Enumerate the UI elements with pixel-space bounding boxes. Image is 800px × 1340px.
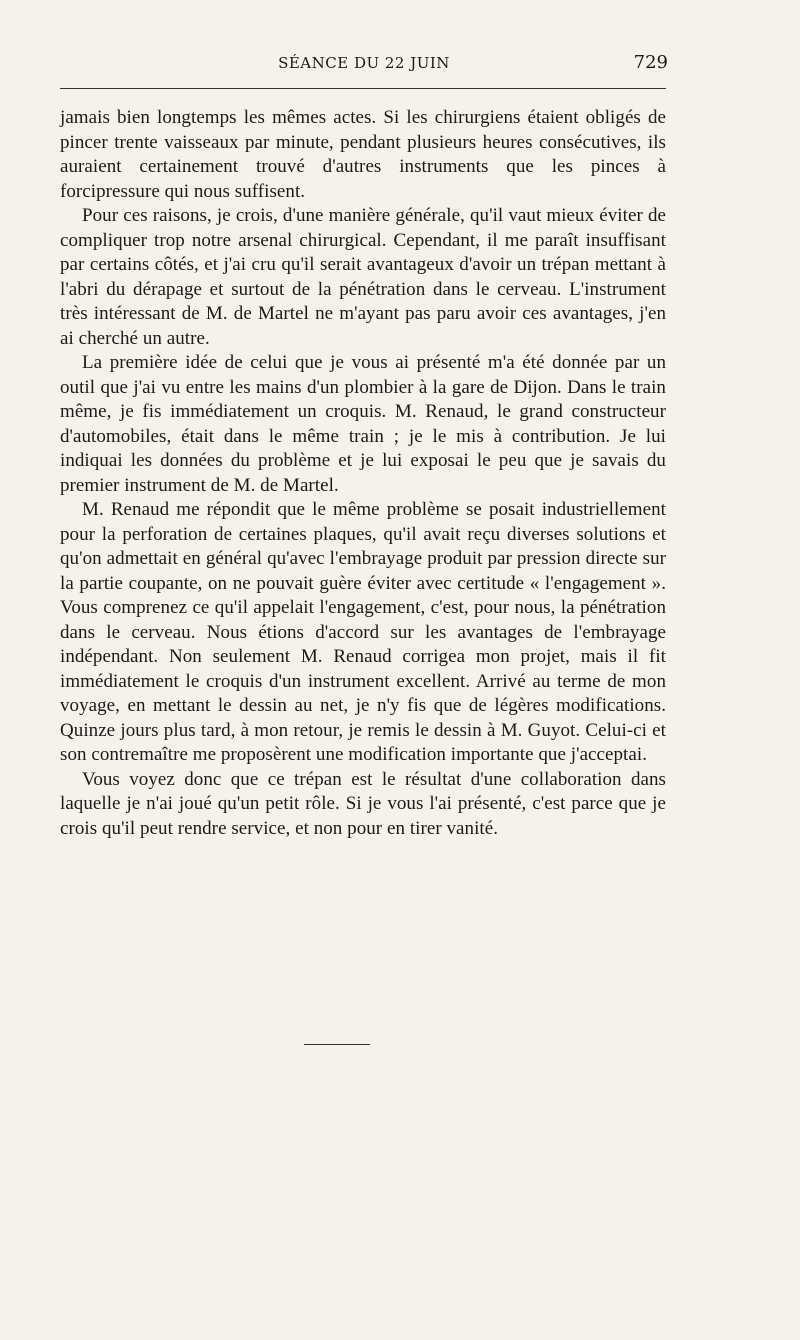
running-title: SÉANCE DU 22 JUIN	[278, 54, 450, 72]
paragraph: M. Renaud me répondit que le même problème se posait industriellement pour la perforation de certaines plaques, qu'il avait reçu diverses solutions et qu'on admettait en général qu'avec l'embrayage produit par pression directe sur la partie coupante, on ne pouvait guère éviter avec certitude « l'engagement ». Vous comprenez ce qu'il appelait l'engagement, c'est, pour nous, la pénétration dans le cerveau. Nous étions d'accord sur les avantages de l'embrayage indépendant. Non seulement M. Renaud corrigea mon projet, mais il fit immédiatement le croquis d'un instrument excellent. Arrivé au terme de mon voyage, en mettant le dessin au net, je n'y fis que de légères modifications. Quinze jours plus tard, à mon retour, je remis le dessin à M. Guyot. Celui-ci et son contremaître me proposèrent une modification importante que j'acceptai.	[60, 499, 666, 765]
paragraph: Vous voyez donc que ce trépan est le résultat d'une collaboration dans laquelle je n'ai joué qu'un petit rôle. Si je vous l'ai présenté, c'est parce que je crois qu'il peut rendre service, et non pour en tirer vanité.	[60, 768, 666, 839]
section-end-rule	[304, 1044, 370, 1045]
page-number: 729	[633, 52, 668, 73]
paragraph: Pour ces raisons, je crois, d'une manière générale, qu'il vaut mieux éviter de compliquer trop notre arsenal chirurgical. Cependant, il me paraît insuffisant par certains côtés, et j'ai cru qu'il serait avantageux d'avoir un trépan mettant à l'abri du dérapage et surtout de la pénétration dans le cerveau. L'instrument très intéressant de M. de Martel ne m'ayant pas paru avoir ces avantages, j'en ai cherché un autre.	[60, 205, 666, 349]
body-text	[60, 106, 666, 841]
paragraph-continuation: jamais bien longtemps les mêmes actes. Si les chirurgiens étaient obligés de pincer trente vaisseaux par minute, pendant plusieurs heures consécutives, ils auraient certainement trouvé d'autres instruments que les pinces à forcipressure qui nous suffisent.	[60, 107, 666, 202]
running-head	[60, 52, 668, 76]
header-rule	[60, 88, 666, 89]
paragraph: La première idée de celui que je vous ai présenté m'a été donnée par un outil que j'ai vu entre les mains d'un plombier à la gare de Dijon. Dans le train même, je fis immédiatement un croquis. M. Renaud, le grand constructeur d'automobiles, était dans le même train ; je le mis à contribution. Je lui indiquai les données du problème et je lui exposai le peu que je savais du premier instrument de M. de Martel.	[60, 352, 666, 496]
